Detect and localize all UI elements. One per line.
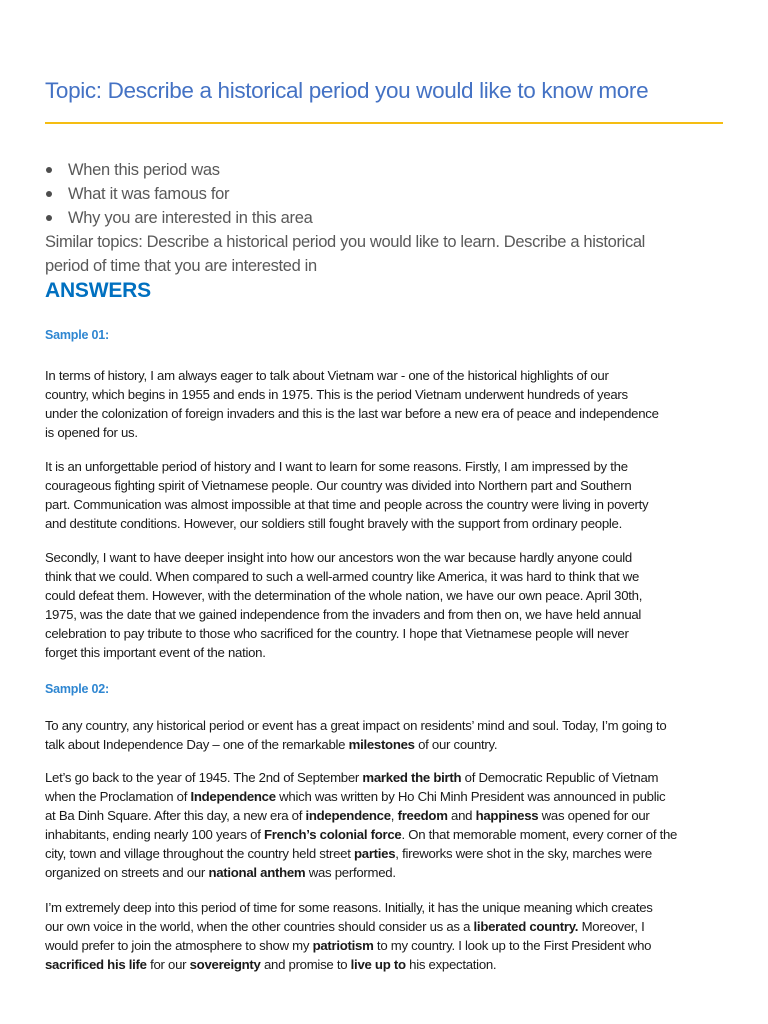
text-run: at Ba Dinh Square. After this day, a new era of — [45, 808, 306, 823]
text-run: and — [447, 808, 476, 823]
topic-title: Topic: Describe a historical period you would like to know more — [45, 78, 649, 103]
sample-02-label: Sample 02: — [45, 682, 110, 696]
text-line: country, which begins in 1955 and ends in 1975. This is the period Vietnam underwent hundreds of years — [45, 387, 628, 402]
similar-topics-line: period of time that you are interested in — [45, 257, 317, 275]
text-run: for our — [146, 957, 190, 972]
text-line: could defeat them. However, with the determination of the whole nation, we have our own peace. April 30th, — [45, 588, 643, 603]
bold-term: patriotism — [312, 938, 374, 953]
bold-term: liberated country. — [473, 919, 579, 934]
text-line: It is an unforgettable period of history and I want to learn for some reasons. Firstly, I am impressed by the — [45, 459, 628, 474]
text-run: was opened for our — [538, 808, 650, 823]
text-line: In terms of history, I am always eager to talk about Vietnam war - one of the historical highlights of our — [45, 368, 609, 383]
text-line — [45, 917, 745, 936]
bold-term: happiness — [475, 808, 539, 823]
text-run: to my country. I look up to the First President who — [373, 938, 652, 953]
cue-item — [45, 158, 312, 182]
cue-item-text: When this period was — [68, 161, 220, 179]
bold-term: independence — [305, 808, 391, 823]
sample-02-paragraph-3 — [45, 898, 745, 974]
text-line — [45, 768, 745, 787]
cue-item — [45, 182, 312, 206]
bullet-icon — [46, 167, 52, 173]
sample-01-paragraph-1 — [45, 366, 745, 442]
bold-term: marked the birth — [362, 770, 462, 785]
similar-topics — [45, 230, 745, 278]
text-run: inhabitants, ending nearly 100 years of — [45, 827, 265, 842]
text-run: talk about Independence Day – one of the remarkable — [45, 737, 349, 752]
text-run: when the Proclamation of — [45, 789, 191, 804]
text-run: would prefer to join the atmosphere to show my — [45, 938, 313, 953]
text-run: city, town and village throughout the country held street — [45, 846, 354, 861]
text-run: which was written by Ho Chi Minh President was announced in public — [275, 789, 666, 804]
text-run: and promise to — [260, 957, 351, 972]
text-line — [45, 787, 745, 806]
bold-term: sacrificed his life — [45, 957, 147, 972]
bold-term: live up to — [350, 957, 406, 972]
text-line: Secondly, I want to have deeper insight into how our ancestors won the war because hardly anyone could — [45, 550, 632, 565]
text-run: , — [390, 808, 398, 823]
text-line — [45, 936, 745, 955]
bullet-icon — [46, 191, 52, 197]
sample-01-paragraph-2 — [45, 457, 745, 533]
text-line: and destitute conditions. However, our soldiers still fought bravely with the support from ordinary people. — [45, 516, 622, 531]
text-run: our own voice in the world, when the other countries should consider us as a — [45, 919, 474, 934]
text-line — [45, 806, 745, 825]
text-run: , fireworks were shot in the sky, marches were — [395, 846, 652, 861]
text-line: celebration to pay tribute to those who sacrificed for the country. I hope that Vietnamese people will never — [45, 626, 629, 641]
text-line: under the colonization of foreign invaders and this is the last war before a new era of peace and independence — [45, 406, 659, 421]
cue-item-text: Why you are interested in this area — [68, 209, 313, 227]
text-run: his expectation. — [405, 957, 497, 972]
bold-term: parties — [354, 846, 396, 861]
text-run: of our country. — [414, 737, 498, 752]
sample-01-paragraph-3 — [45, 548, 745, 662]
text-run: of Democratic Republic of Vietnam — [461, 770, 659, 785]
text-line — [45, 735, 745, 754]
similar-topics-line: Similar topics: Describe a historical period you would like to learn. Describe a historical — [45, 233, 646, 251]
sample-02-paragraph-1 — [45, 716, 745, 754]
sample-02-paragraph-2 — [45, 768, 745, 882]
text-line: I’m extremely deep into this period of time for some reasons. Initially, it has the unique meaning which creates — [45, 900, 653, 915]
text-run: Moreover, I — [578, 919, 645, 934]
text-run: was performed. — [305, 865, 396, 880]
text-line — [45, 825, 745, 844]
text-line: forget this important event of the nation. — [45, 645, 266, 660]
text-line: is opened for us. — [45, 425, 138, 440]
text-line — [45, 844, 745, 863]
text-line — [45, 863, 745, 882]
text-line: 1975, was the date that we gained independence from the invaders and from then on, we have held annual — [45, 607, 642, 622]
bold-term: sovereignty — [189, 957, 261, 972]
answers-heading: ANSWERS — [45, 279, 151, 302]
cue-item — [45, 206, 312, 230]
title-underline-rule — [45, 122, 723, 124]
cue-item-text: What it was famous for — [68, 185, 230, 203]
bullet-icon — [46, 215, 52, 221]
cue-card-list — [45, 158, 312, 230]
text-line — [45, 955, 745, 974]
bold-term: milestones — [348, 737, 415, 752]
text-run: Let’s go back to the year of 1945. The 2nd of September — [45, 770, 363, 785]
text-line: part. Communication was almost impossible at that time and people across the country were living in poverty — [45, 497, 649, 512]
bold-term: freedom — [397, 808, 448, 823]
text-line: courageous fighting spirit of Vietnamese people. Our country was divided into Northern part and Southern — [45, 478, 632, 493]
bold-term: national anthem — [208, 865, 306, 880]
text-run: . On that memorable moment, every corner of the — [401, 827, 678, 842]
text-run: organized on streets and our — [45, 865, 209, 880]
sample-01-label: Sample 01: — [45, 328, 110, 342]
text-line: To any country, any historical period or event has a great impact on residents’ mind and soul. Today, I’m going to — [45, 718, 667, 733]
bold-term: French’s colonial force — [264, 827, 402, 842]
bold-term: Independence — [190, 789, 276, 804]
text-line: think that we could. When compared to such a well-armed country like America, it was hard to think that we — [45, 569, 640, 584]
